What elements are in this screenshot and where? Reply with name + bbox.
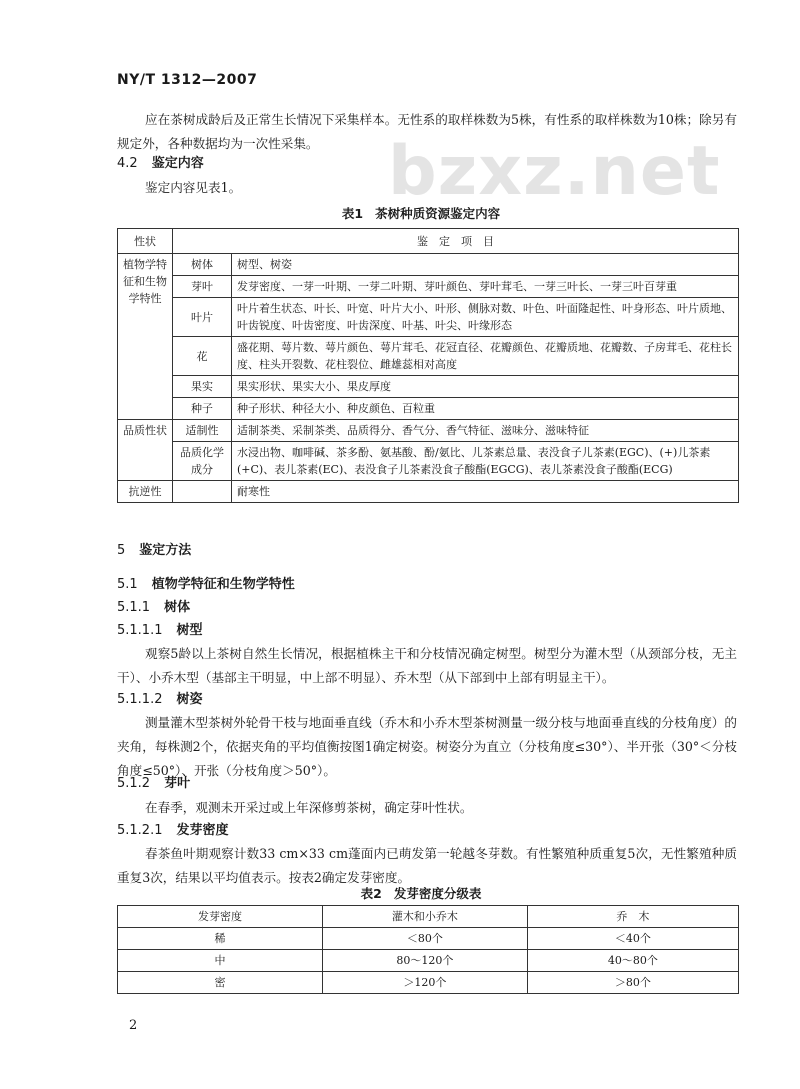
table1-subitem: 芽叶: [173, 276, 232, 298]
table2-head: 灌木和小乔木: [322, 906, 527, 928]
table1-items: 适制茶类、采制茶类、品质得分、香气分、香气特征、滋味分、滋味特征: [232, 420, 739, 442]
table1-subitem: 品质化学成分: [173, 442, 232, 481]
table-row: [118, 420, 739, 442]
table2-head: 发芽密度: [118, 906, 323, 928]
paragraph-bud-density: 春茶鱼叶期观察计数33 cm×33 cm蓬面内已萌发第一轮越冬芽数。有性繁殖种质重复5次，无性繁殖种质重复3次，结果以平均值表示。按表2确定发芽密度。: [117, 846, 737, 885]
table-row: [118, 928, 739, 950]
table2-cell: 密: [118, 972, 323, 994]
table1-items: 树型、树姿: [232, 254, 739, 276]
table-row: [118, 442, 739, 481]
section-title: 树姿: [176, 692, 203, 707]
table1-items: 果实形状、果实大小、果皮厚度: [232, 376, 739, 398]
table1-subitem: 花: [173, 337, 232, 376]
section-5-1-1-heading: [117, 598, 190, 618]
table-row: [118, 398, 739, 420]
table1-caption-title: 茶树种质资源鉴定内容: [375, 206, 501, 221]
table2-cell: 40～80个: [527, 950, 738, 972]
section-4-2-heading: [117, 154, 204, 174]
section-title: 芽叶: [164, 776, 191, 791]
table2-head: 乔 木: [527, 906, 738, 928]
table2-cell: ＞120个: [322, 972, 527, 994]
page-number: 2: [129, 1018, 138, 1033]
table1-group-botany: 植物学特征和生物学特性: [118, 254, 173, 420]
table2-caption-title: 发芽密度分级表: [393, 886, 482, 901]
table1-group-resistance: 抗逆性: [118, 481, 173, 503]
table-row: [118, 972, 739, 994]
table-row: [118, 950, 739, 972]
table1-subitem: 种子: [173, 398, 232, 420]
table1-subitem: 叶片: [173, 298, 232, 337]
table1-items: 盛花期、萼片数、萼片颜色、萼片茸毛、花冠直径、花瓣颜色、花瓣质地、花瓣数、子房茸毛、花柱长度、柱头开裂数、花柱裂位、雌雄蕊相对高度: [232, 337, 739, 376]
section-5-heading: [117, 541, 191, 561]
section-5-1-2-heading: [117, 774, 190, 794]
section-title: 鉴定方法: [139, 543, 192, 558]
section-number: 5.1.1: [117, 600, 151, 615]
table-row: [118, 276, 739, 298]
table2-cell: ＜40个: [527, 928, 738, 950]
table1-items: 种子形状、种径大小、种皮颜色、百粒重: [232, 398, 739, 420]
table1-head-trait: 性状: [118, 229, 173, 254]
table-row: [118, 337, 739, 376]
table2-cell: 80～120个: [322, 950, 527, 972]
section-5-1-1-1-heading: [117, 621, 203, 641]
section-number: 5: [117, 543, 126, 558]
section-4-2-text: 鉴定内容见表1。: [145, 180, 242, 195]
table-row: [118, 254, 739, 276]
table2-cell: 中: [118, 950, 323, 972]
section-number: 5.1.1.2: [117, 692, 163, 707]
paragraph-buds: 在春季，观测未开采过或上年深修剪茶树，确定芽叶性状。: [145, 800, 473, 815]
table1-subitem: 果实: [173, 376, 232, 398]
section-number: 5.1.2: [117, 776, 151, 791]
section-5-1-2-1-heading: [117, 821, 229, 841]
section-number: 5.1.2.1: [117, 823, 163, 838]
table2-header-row: [118, 906, 739, 928]
table1-group-quality: 品质性状: [118, 420, 173, 481]
section-5-1-1-2-heading: [117, 690, 203, 710]
table1-items: 水浸出物、咖啡碱、茶多酚、氨基酸、酚/氨比、儿茶素总量、表没食子儿茶素(EGC)、(+)儿茶素(+C)、表儿茶素(EC)、表没食子儿茶素没食子酸酯(EGCG)、表儿茶素没食子酸酯(ECG): [232, 442, 739, 481]
table-row: [118, 376, 739, 398]
table2-cell: 稀: [118, 928, 323, 950]
table1-head-items: 鉴 定 项 目: [173, 229, 739, 254]
table1-header-row: [118, 229, 739, 254]
table1-items: 叶片着生状态、叶长、叶宽、叶片大小、叶形、侧脉对数、叶色、叶面隆起性、叶身形态、叶片质地、叶齿锐度、叶齿密度、叶齿深度、叶基、叶尖、叶缘形态: [232, 298, 739, 337]
section-title: 树型: [176, 623, 203, 638]
table1-caption: [117, 204, 737, 222]
table1: [117, 228, 739, 503]
table1-subitem: 树体: [173, 254, 232, 276]
table1-subitem: [173, 481, 232, 503]
table1-caption-number: 表1: [341, 206, 364, 221]
watermark: bzxz.net: [388, 132, 721, 211]
section-5-1-heading: [117, 575, 295, 595]
table2-cell: ＞80个: [527, 972, 738, 994]
table-row: [118, 481, 739, 503]
table1-items: 耐寒性: [232, 481, 739, 503]
table2-cell: ＜80个: [322, 928, 527, 950]
paragraph-tree-type: 观察5龄以上茶树自然生长情况，根据植株主干和分枝情况确定树型。树型分为灌木型（从颈部分枝，无主干）、小乔木型（基部主干明显，中上部不明显）、乔木型（从下部到中上部有明显主干）。: [117, 646, 737, 685]
paragraph-tree-posture: 测量灌木型茶树外轮骨干枝与地面垂直线（乔木和小乔木型茶树测量一级分枝与地面垂直线的分枝角度）的夹角，每株测2个，依据夹角的平均值衡按图1确定树姿。树姿分为直立（分枝角度≤30°）、半开张（30°＜分枝角度≤50°）、开张（分枝角度＞50°）。: [117, 715, 737, 778]
section-number: 4.2: [117, 156, 138, 171]
table2-caption: [117, 884, 737, 902]
section-number: 5.1: [117, 577, 138, 592]
section-title: 鉴定内容: [151, 156, 204, 171]
page-header: NY/T 1312—2007: [117, 72, 258, 88]
section-title: 发芽密度: [176, 823, 229, 838]
section-title: 植物学特征和生物学特性: [151, 577, 295, 592]
table1-subitem: 适制性: [173, 420, 232, 442]
table2-caption-number: 表2: [360, 886, 382, 901]
intro-paragraph: 应在茶树成龄后及正常生长情况下采集样本。无性系的取样株数为5株，有性系的取样株数为10株；除另有规定外，各种数据均为一次性采集。: [117, 112, 737, 151]
table2: [117, 905, 739, 994]
table-row: [118, 298, 739, 337]
section-number: 5.1.1.1: [117, 623, 163, 638]
section-title: 树体: [164, 600, 191, 615]
table1-items: 发芽密度、一芽一叶期、一芽二叶期、芽叶颜色、芽叶茸毛、一芽三叶长、一芽三叶百芽重: [232, 276, 739, 298]
